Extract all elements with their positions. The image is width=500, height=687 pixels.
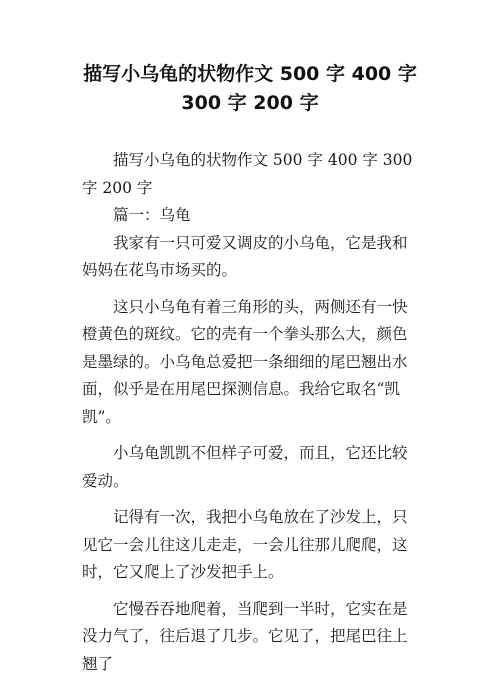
paragraph: 它慢吞吞地爬着，当爬到一半时，它实在是没力气了，往后退了几步。它见了，把尾巴往上翘了 [82,599,408,673]
title-line-2: 300 字 200 字 [181,92,319,114]
paragraph: 小乌龟凯凯不但样子可爱，而且，它还比较爱动。 [82,444,408,490]
paragraph: 我家有一只可爱又调皮的小乌龟，它是我和妈妈在花鸟市场买的。 [82,233,408,279]
document-title [60,60,440,118]
document-body [82,147,422,687]
paragraph: 记得有一次，我把小乌龟放在了沙发上，只见它一会儿往这儿走走，一会儿往那儿爬爬，这时，它又爬上了沙发把手上。 [82,508,408,581]
paragraph: 这只小乌龟有着三角形的头，两侧还有一快橙黄色的斑纹。它的壳有一个拳头那么大，颜色是墨绿的。小乌龟总爱把一条细细的尾巴翘出水面，似乎是在用尾巴探测信息。我给它取名“凯凯”。 [82,297,408,426]
paragraph-section-heading: 篇一：乌龟 [113,206,191,224]
title-line-1: 描写小乌龟的状物作文 500 字 400 字 [83,63,417,85]
paragraph-subtitle: 描写小乌龟的状物作文 500 字 400 字 300 字 200 字 [82,151,413,197]
